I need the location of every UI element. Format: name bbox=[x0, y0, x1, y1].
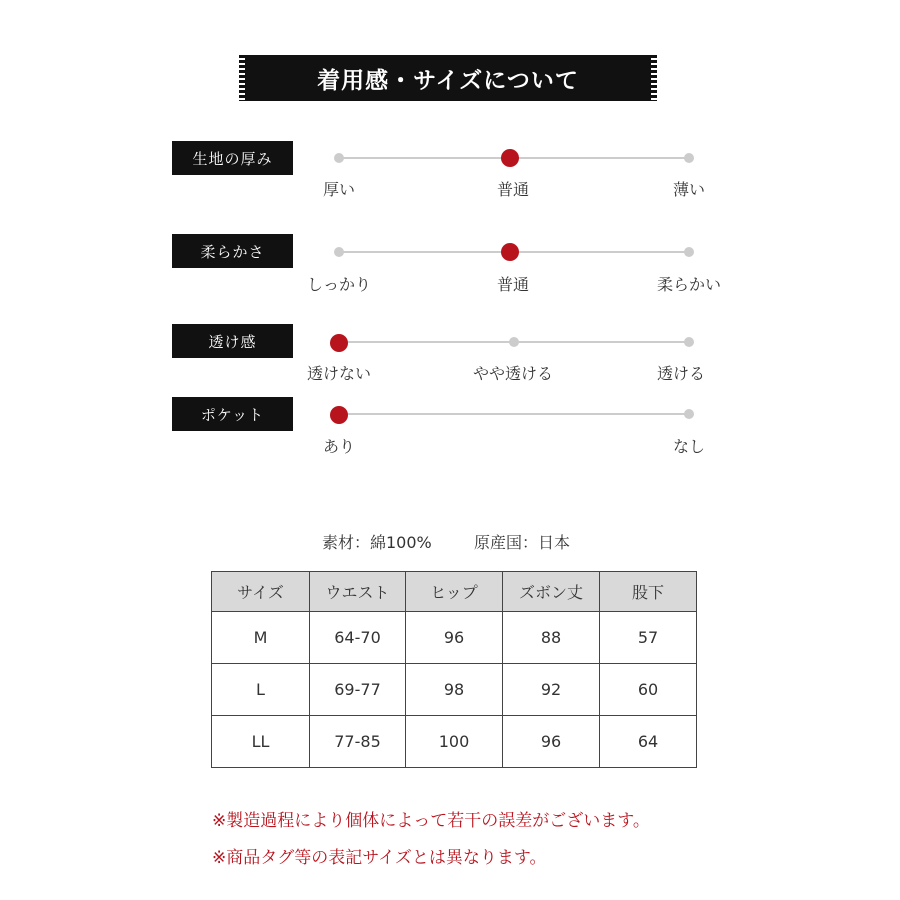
table-row bbox=[212, 664, 697, 716]
scale-option-with-pocket: あり bbox=[322, 437, 356, 456]
note-tag-size-difference: ※商品タグ等の表記サイズとは異なります。 bbox=[212, 848, 547, 868]
scale-dot-sheerness-2 bbox=[509, 337, 519, 347]
scale-dot-thickness-3 bbox=[684, 153, 694, 163]
material-text: 素材：綿100% bbox=[322, 533, 432, 552]
scale-option-normal: 普通 bbox=[496, 275, 530, 294]
table-cell: 77-85 bbox=[310, 716, 406, 768]
table-cell: L bbox=[212, 664, 310, 716]
scale-option-slightly-sheer: やや透ける bbox=[472, 364, 554, 383]
table-cell: 60 bbox=[600, 664, 697, 716]
scale-dot-pocket-1-selected bbox=[330, 406, 348, 424]
table-cell: 98 bbox=[406, 664, 503, 716]
page-title: 着用感・サイズについて bbox=[243, 55, 653, 101]
table-cell: 96 bbox=[406, 612, 503, 664]
table-cell: 64-70 bbox=[310, 612, 406, 664]
table-cell: LL bbox=[212, 716, 310, 768]
scale-dot-softness-2-selected bbox=[501, 243, 519, 261]
scale-label-softness: 柔らかさ bbox=[172, 234, 293, 268]
table-cell: 64 bbox=[600, 716, 697, 768]
table-header-waist: ウエスト bbox=[310, 572, 406, 612]
origin-text: 原産国：日本 bbox=[474, 533, 571, 552]
table-cell: 69-77 bbox=[310, 664, 406, 716]
table-cell: 92 bbox=[503, 664, 600, 716]
table-cell: 57 bbox=[600, 612, 697, 664]
scale-option-soft: 柔らかい bbox=[656, 275, 722, 294]
scale-dot-softness-1 bbox=[334, 247, 344, 257]
scale-label-sheerness: 透け感 bbox=[172, 324, 293, 358]
size-table bbox=[211, 571, 697, 768]
note-manufacturing-variance: ※製造過程により個体によって若干の誤差がございます。 bbox=[212, 811, 650, 831]
table-header-length: ズボン丈 bbox=[503, 572, 600, 612]
scale-dot-pocket-2 bbox=[684, 409, 694, 419]
scale-label-pocket: ポケット bbox=[172, 397, 293, 431]
scale-dot-thickness-2-selected bbox=[501, 149, 519, 167]
scale-option-thin: 薄い bbox=[672, 180, 706, 199]
table-header-inseam: 股下 bbox=[600, 572, 697, 612]
scale-dot-sheerness-1-selected bbox=[330, 334, 348, 352]
table-header-hip: ヒップ bbox=[406, 572, 503, 612]
scale-dot-thickness-1 bbox=[334, 153, 344, 163]
table-header-row bbox=[212, 572, 697, 612]
scale-option-not-sheer: 透けない bbox=[306, 364, 372, 383]
table-row bbox=[212, 716, 697, 768]
scale-option-no-pocket: なし bbox=[672, 437, 706, 456]
scale-option-sheer: 透ける bbox=[656, 364, 706, 383]
scale-option-normal: 普通 bbox=[496, 180, 530, 199]
table-cell: 100 bbox=[406, 716, 503, 768]
scale-option-firm: しっかり bbox=[306, 275, 372, 294]
scale-dot-sheerness-3 bbox=[684, 337, 694, 347]
scale-option-thick: 厚い bbox=[322, 180, 356, 199]
scale-label-thickness: 生地の厚み bbox=[172, 141, 293, 175]
table-cell: M bbox=[212, 612, 310, 664]
table-cell: 96 bbox=[503, 716, 600, 768]
scale-track-pocket bbox=[339, 413, 689, 415]
scale-dot-softness-3 bbox=[684, 247, 694, 257]
table-row bbox=[212, 612, 697, 664]
table-cell: 88 bbox=[503, 612, 600, 664]
table-header-size: サイズ bbox=[212, 572, 310, 612]
